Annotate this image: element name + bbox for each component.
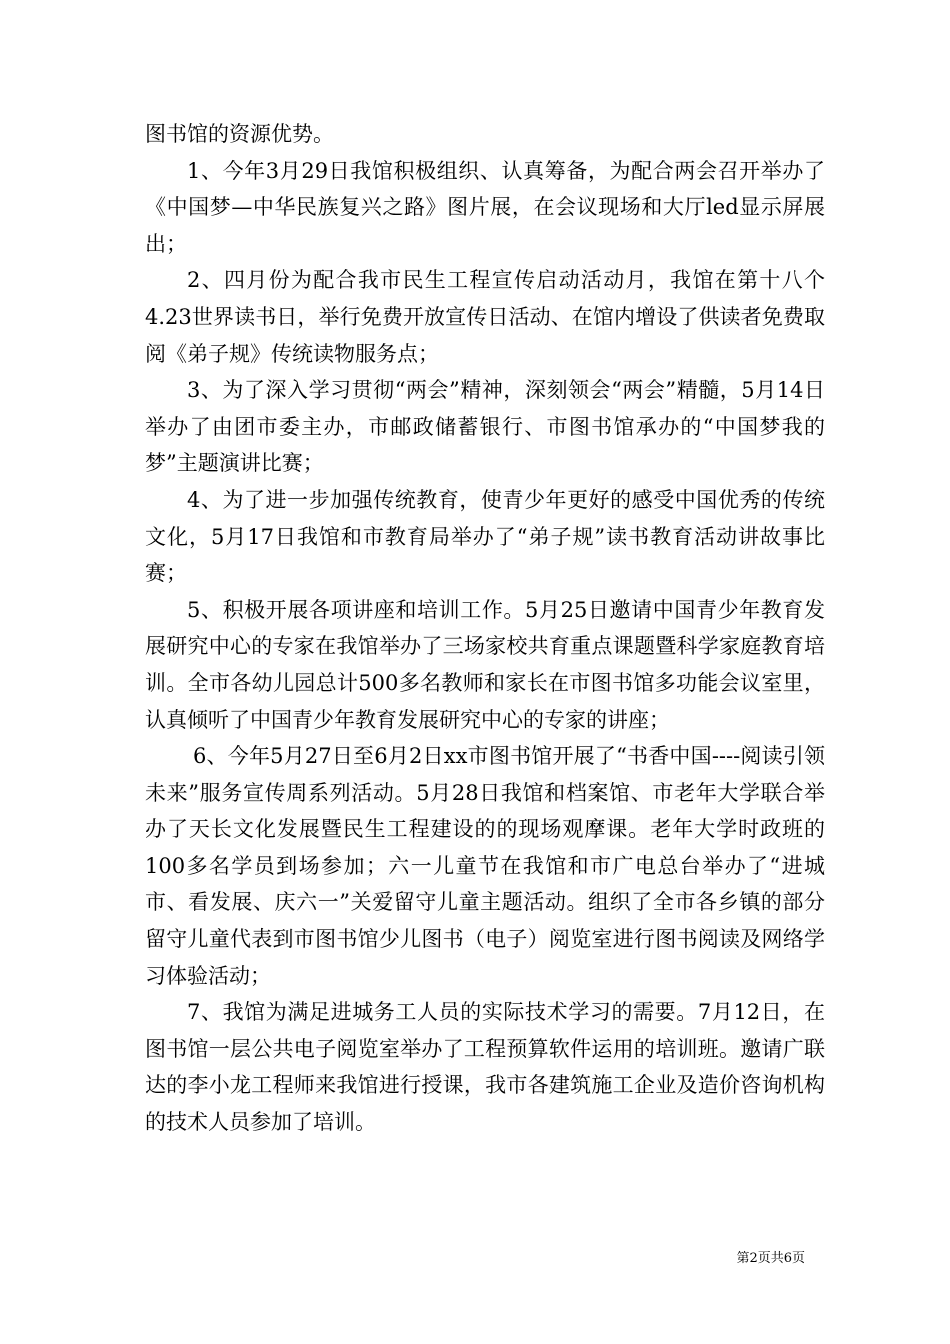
paragraph-item-2: 2、四月份为配合我市民生工程宣传启动活动月，我馆在第十八个4.23世界读书日，举行免费开放宣传日活动、在馆内增设了供读者免费取阅《弟子规》传统读物服务点；	[145, 268, 825, 366]
paragraph-item-7: 7、我馆为满足进城务工人员的实际技术学习的需要。7月12日，在图书馆一层公共电子阅览室举办了工程预算软件运用的培训班。邀请广联达的李小龙工程师来我馆进行授课，我市各建筑施工企业及造价咨询机构的技术人员参加了培训。	[145, 1000, 825, 1135]
paragraph-continuation: 图书馆的资源优势。	[145, 122, 334, 146]
page-number-footer: 第2页共6页	[736, 1251, 805, 1266]
paragraph-item-1: 1、今年3月29日我馆积极组织、认真筹备，为配合两会召开举办了《中国梦—中华民族复兴之路》图片展，在会议现场和大厅led显示屏展出；	[145, 158, 825, 256]
paragraph-item-6: 6、今年5月27日至6月2日xx市图书馆开展了“书香中国----阅读引领未来”服务宣传周系列活动。5月28日我馆和档案馆、市老年大学联合举办了天长文化发展暨民生工程建设的的现场观摩课。老年大学时政班的100多名学员到场参加；六一儿童节在我馆和市广电总台举办了“进城市、看发展、庆六一”关爱留守儿童主题活动。组织了全市各乡镇的部分留守儿童代表到市图书馆少儿图书（电子）阅览室进行图书阅读及网络学习体验活动；	[145, 744, 825, 988]
paragraph-item-4: 4、为了进一步加强传统教育，使青少年更好的感受中国优秀的传统文化，5月17日我馆和市教育局举办了“弟子规”读书教育活动讲故事比赛；	[145, 487, 825, 586]
paragraph-item-5: 5、积极开展各项讲座和培训工作。5月25日邀请中国青少年教育发展研究中心的专家在我馆举办了三场家校共育重点课题暨科学家庭教育培训。全市各幼儿园总计500多名教师和家长在市图书馆多功能会议室里，认真倾听了中国青少年教育发展研究中心的专家的讲座；	[145, 597, 825, 732]
document-body	[145, 116, 825, 1141]
paragraph-item-3: 3、为了深入学习贯彻“两会”精神，深刻领会“两会”精髓，5月14日举办了由团市委主办，市邮政储蓄银行、市图书馆承办的“中国梦我的梦”主题演讲比赛；	[145, 378, 825, 476]
